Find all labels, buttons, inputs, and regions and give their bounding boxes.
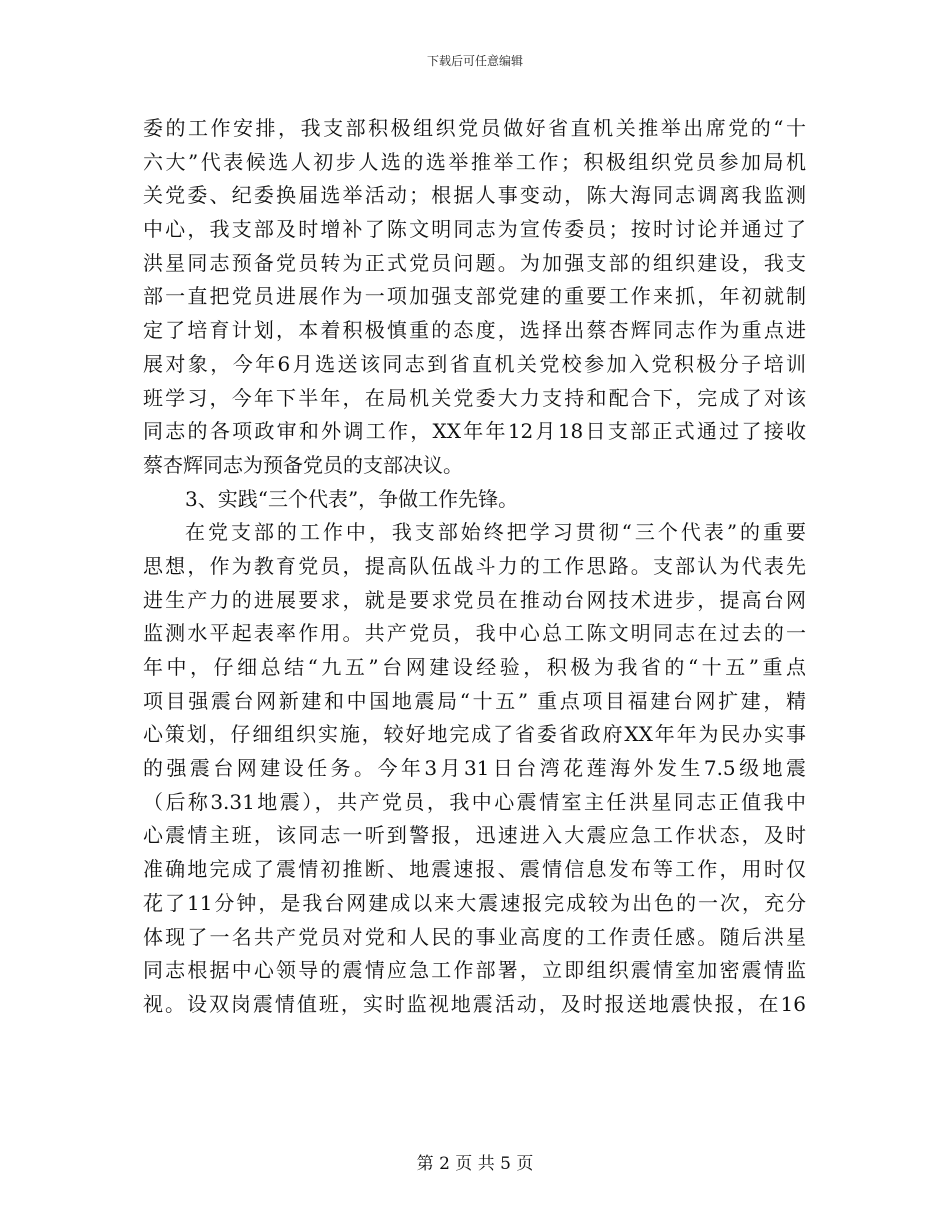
text-line: 定了培育计划，本着积极慎重的态度，选择出蔡杏辉同志作为重点进 [143, 318, 806, 343]
text-line: 部一直把党员进展作为一项加强支部党建的重要工作来抓，年初就制 [143, 284, 806, 309]
text-line: 项目强震台网新建和中国地震局“十五” 重点项目福建台网扩建，精 [143, 688, 806, 713]
text-line: 展对象，今年6月选送该同志到省直机关党校参加入党积极分子培训 [143, 351, 806, 376]
text-line: 委的工作安排，我支部积极组织党员做好省直机关推举出席党的“十 [143, 116, 806, 140]
text-line: 花了11分钟，是我台网建成以来大震速报完成较为出色的一次，充分 [143, 890, 806, 915]
text-line: 视。设双岗震情值班，实时监视地震活动，及时报送地震快报，在16 [143, 991, 806, 1016]
text-line: 的强震台网建设任务。今年3月31日台湾花莲海外发生7.5级地震 [143, 756, 806, 781]
page-header: 下载后可任意编辑 [426, 54, 523, 68]
text-line: 关党委、纪委换届选举活动；根据人事变动，陈大海同志调离我监测 [143, 183, 806, 208]
page-number-footer: 第 2 页 共 5 页 [416, 1154, 534, 1174]
document-body [143, 112, 806, 1022]
text-line: 心震情主班，该同志一听到警报，迅速进入大震应急工作状态，及时 [143, 823, 806, 848]
text-line: 思想，作为教育党员，提高队伍战斗力的工作思路。支部认为代表先 [143, 553, 806, 578]
text-line: 体现了一名共产党员对党和人民的事业高度的工作责任感。随后洪星 [143, 924, 806, 949]
text-line: 心策划，仔细组织实施，较好地完成了省委省政府XX年年为民办实事 [143, 722, 806, 747]
text-line: 在党支部的工作中，我支部始终把学习贯彻“三个代表”的重要 [185, 520, 806, 545]
section-heading: 3、实践“三个代表”，争做工作先锋。 [185, 486, 519, 511]
text-line: 同志的各项政审和外调工作，XX年年12月18日支部正式通过了接收 [143, 419, 806, 444]
text-line: 中心，我支部及时增补了陈文明同志为宣传委员；按时讨论并通过了 [143, 217, 806, 242]
text-line: 蔡杏辉同志为预备党员的支部决议。 [143, 452, 463, 477]
text-line: 洪星同志预备党员转为正式党员问题。为加强支部的组织建设，我支 [143, 250, 806, 275]
text-line: 年中，仔细总结“九五”台网建设经验，积极为我省的“十五”重点 [143, 655, 806, 679]
text-line: 进生产力的进展要求，就是要求党员在推动台网技术进步，提高台网 [143, 587, 806, 612]
text-line: 六大”代表候选人初步人选的选举推举工作；积极组织党员参加局机 [143, 149, 806, 174]
text-line: 同志根据中心领导的震情应急工作部署，立即组织震情室加密震情监 [143, 958, 806, 983]
text-line: （后称3.31地震），共产党员，我中心震情室主任洪星同志正值我中 [143, 789, 806, 814]
text-line: 准确地完成了震情初推断、地震速报、震情信息发布等工作，用时仅 [143, 857, 806, 882]
text-line: 监测水平起表率作用。共产党员，我中心总工陈文明同志在过去的一 [143, 621, 806, 646]
text-line: 班学习，今年下半年，在局机关党委大力支持和配合下，完成了对该 [143, 385, 806, 410]
